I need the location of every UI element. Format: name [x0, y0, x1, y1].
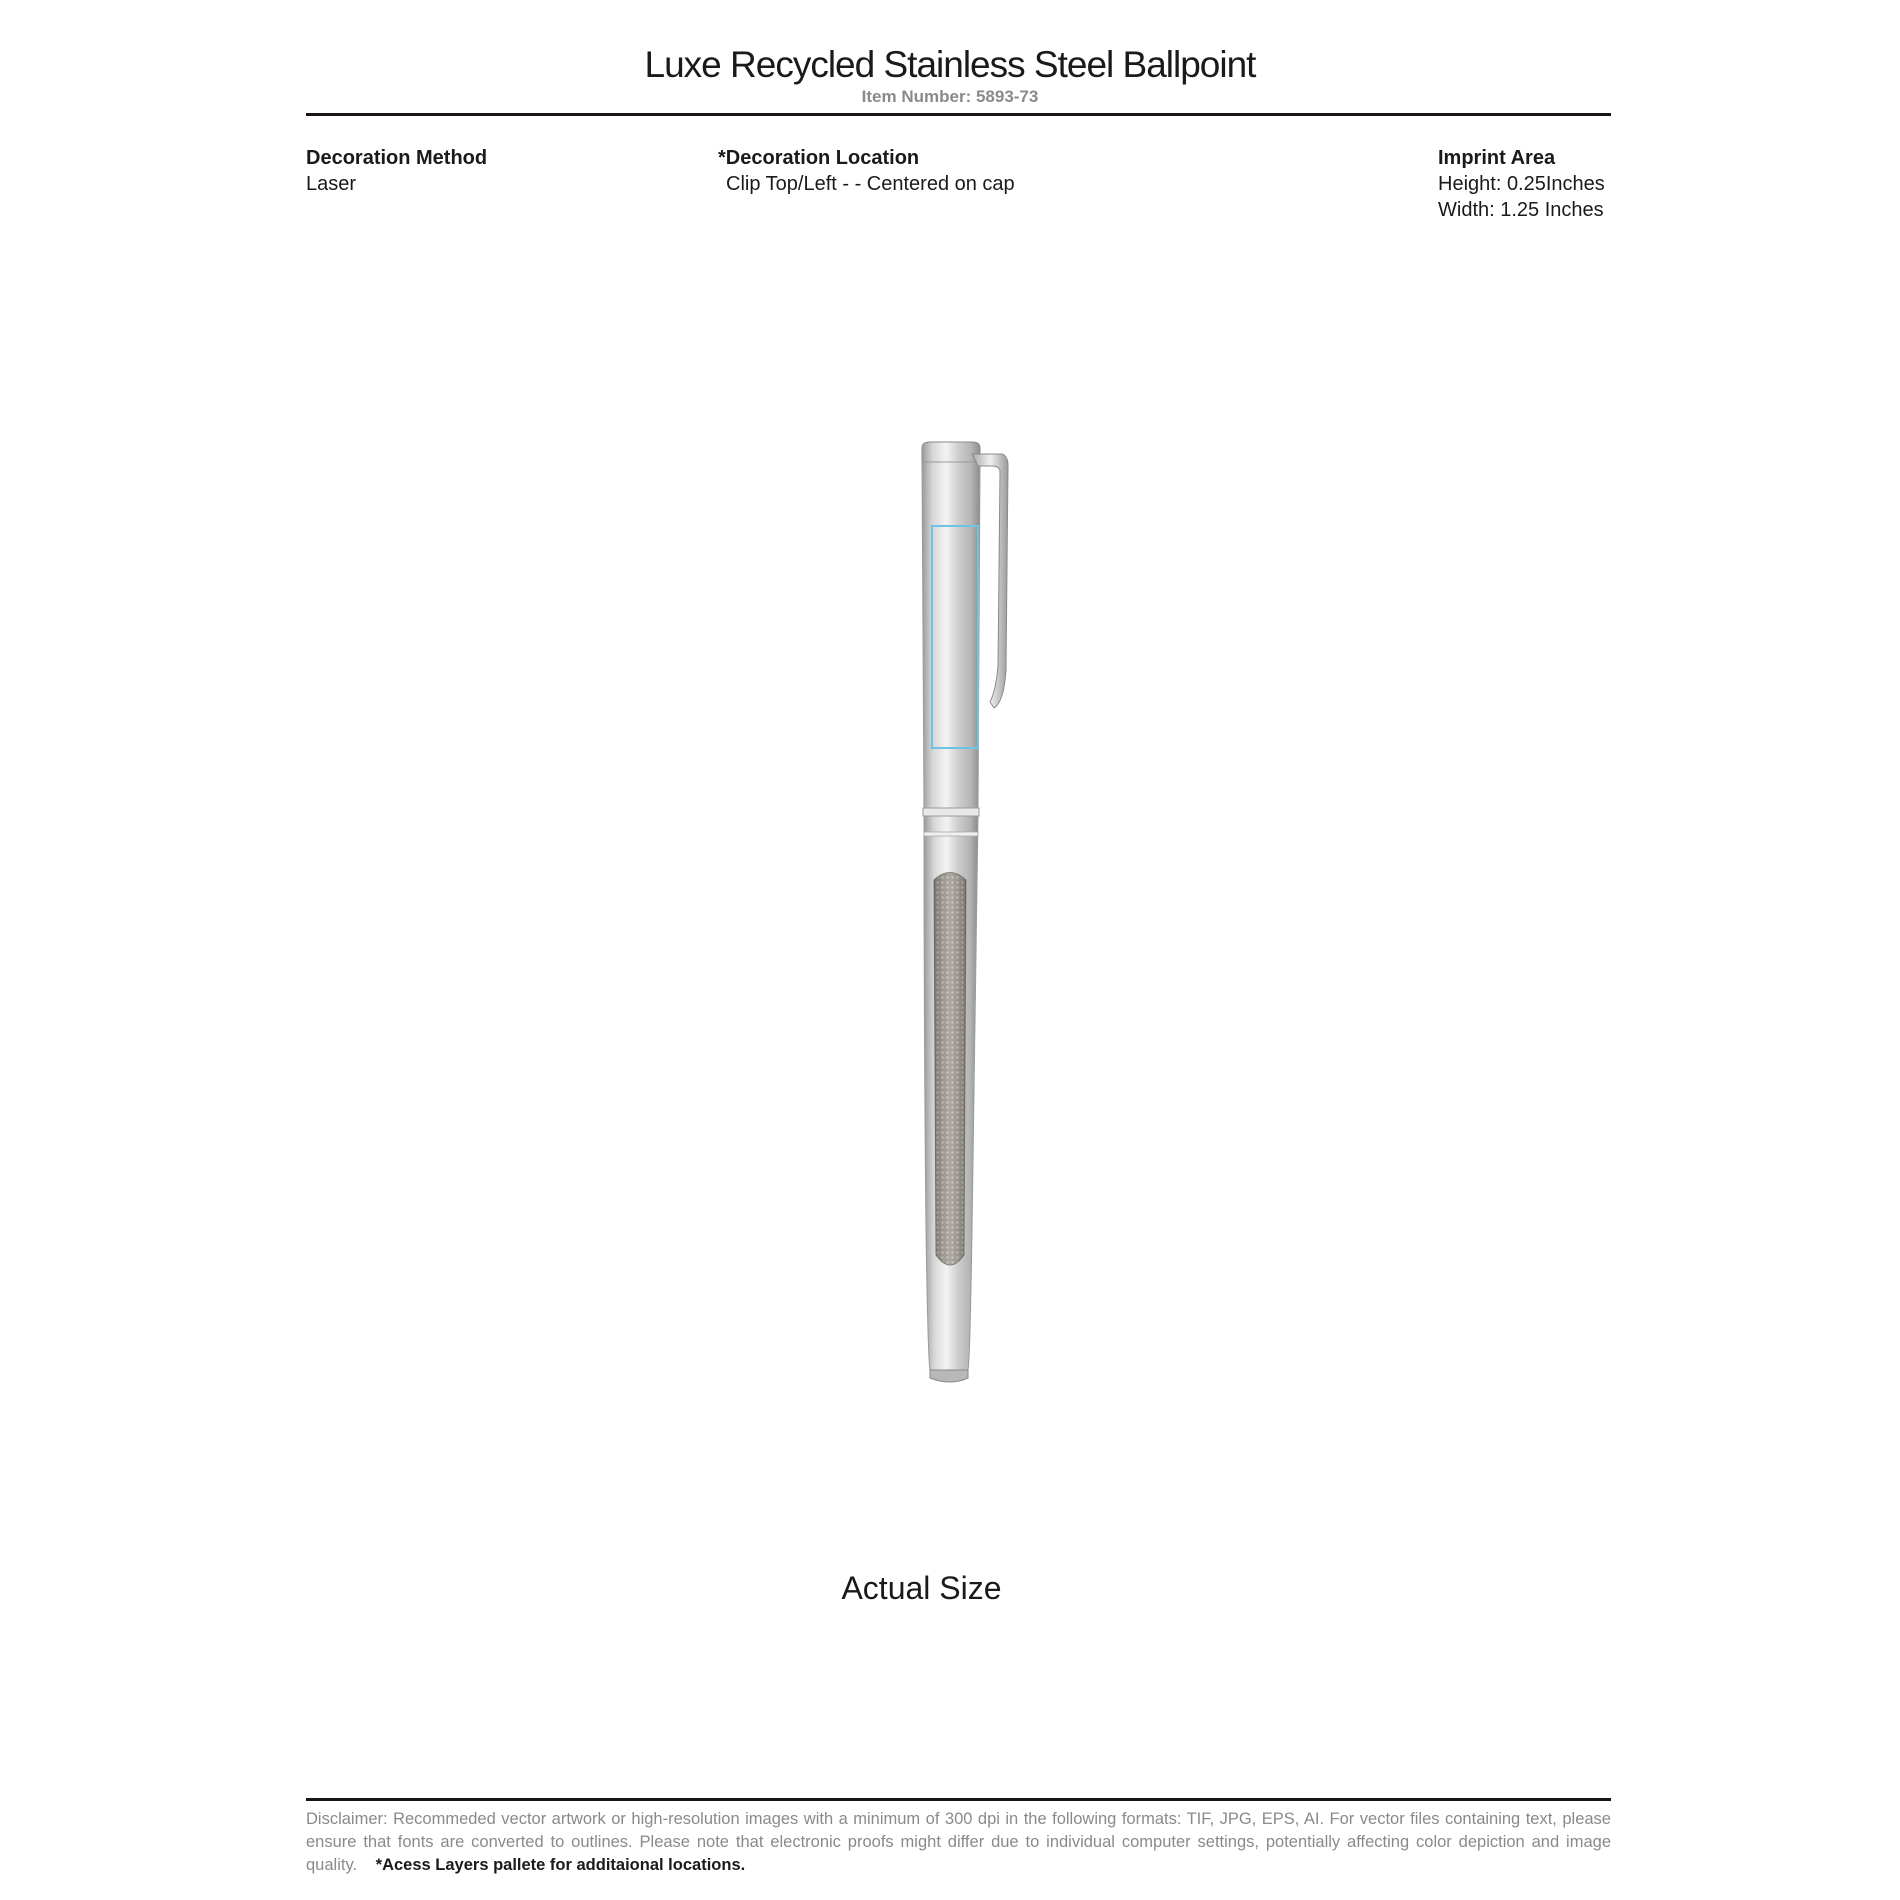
footer-divider [306, 1798, 1611, 1801]
imprint-height-value: 0.25Inches [1506, 173, 1605, 195]
decoration-location-block [718, 145, 1015, 197]
imprint-width-label: Width: [1438, 199, 1495, 221]
pen-illustration [880, 440, 1040, 1400]
pen-image [880, 440, 1040, 1400]
item-number: Item Number: 5893-73 [861, 87, 1039, 106]
disclaimer [306, 1808, 1611, 1877]
imprint-width-value: 1.25 Inches [1500, 199, 1604, 221]
imprint-area-block [1438, 145, 1605, 223]
decoration-method-label: Decoration Method [306, 147, 488, 169]
layers-note: *Acess Layers pallete for additaional locations. [375, 1856, 746, 1874]
imprint-height-label: Height: [1438, 173, 1502, 195]
actual-size-label: Actual Size [841, 1570, 1002, 1606]
imprint-width [1438, 197, 1605, 223]
disclaimer-text: Disclaimer: Recommeded vector artwork or high-resolution images with a minimum of 300 dpi in the following formats: TIF, JPG, EPS, AI. For vector files containing text, please ensure that fonts are converted to outlines. Please note that electronic proofs might differ due to individual computer settings, potentially affecting color depiction and image quality. [306, 1810, 1611, 1874]
decoration-method-value: Laser [306, 173, 357, 195]
decoration-location-label: *Decoration Location [718, 147, 920, 169]
product-title: Luxe Recycled Stainless Steel Ballpoint [644, 44, 1256, 85]
imprint-area-label: Imprint Area [1438, 147, 1556, 169]
imprint-height [1438, 171, 1605, 197]
decoration-method-block [306, 145, 487, 197]
decoration-location-value: Clip Top/Left - - Centered on cap [726, 173, 1015, 195]
header-divider [306, 113, 1611, 116]
